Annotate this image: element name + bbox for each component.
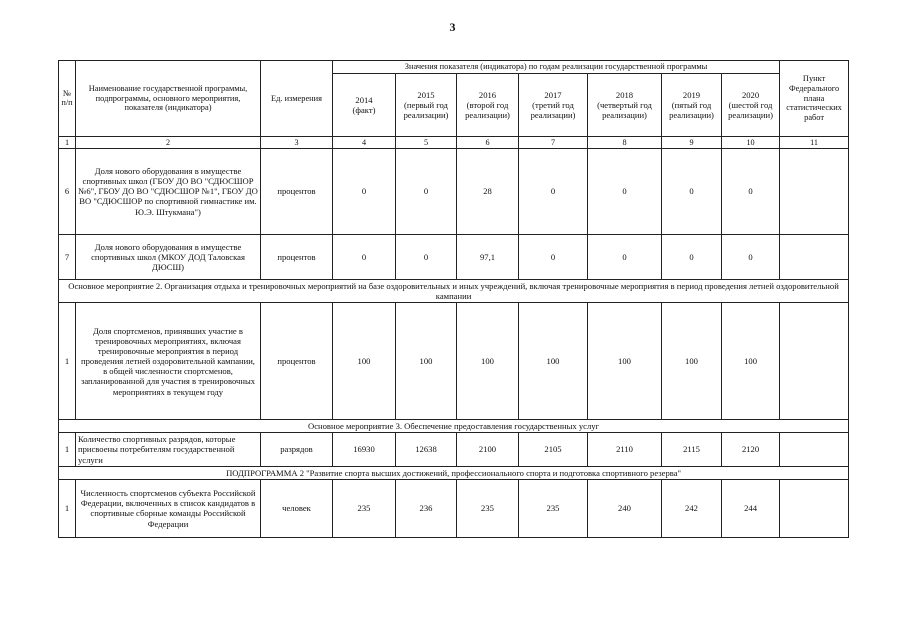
header-year-2014 [333, 73, 396, 136]
header-year-note: (второй год реализации) [465, 99, 510, 120]
header-year-label: 2014 [355, 94, 373, 105]
header-year-note: (пятый год реализации) [669, 99, 714, 120]
header-year-2017 [519, 73, 588, 136]
indicators-table [58, 60, 849, 538]
header-year-label: 2017 [544, 89, 562, 100]
header-name: Наименование государственной программы, подпрограммы, основного мероприятия, показателя (индикатора) [76, 61, 261, 137]
header-year-2015 [396, 73, 457, 136]
header-year-label: 2018 [615, 89, 634, 100]
value-cell: 100 [662, 303, 722, 420]
value-cell: 2105 [519, 433, 588, 466]
value-cell: 12638 [396, 433, 457, 466]
column-number-row [59, 136, 849, 148]
column-number: 7 [519, 136, 588, 148]
value-cell: 235 [457, 479, 519, 537]
value-cell: 236 [396, 479, 457, 537]
header-year-label: 2016 [478, 89, 497, 100]
value-cell: 100 [396, 303, 457, 420]
column-number: 4 [333, 136, 396, 148]
page-number: 3 [449, 20, 456, 34]
value-cell: 0 [396, 148, 457, 234]
value-cell: 16930 [333, 433, 396, 466]
header-year-label: 2015 [417, 89, 435, 100]
value-cell: 2115 [662, 433, 722, 466]
value-cell: 100 [457, 303, 519, 420]
header-year-2016 [457, 73, 519, 136]
value-cell: 2100 [457, 433, 519, 466]
plan-cell [780, 234, 849, 279]
value-cell: 2120 [722, 433, 780, 466]
header-year-2018 [588, 73, 662, 136]
column-number: 3 [261, 136, 333, 148]
value-cell: 0 [519, 148, 588, 234]
header-year-2020 [722, 73, 780, 136]
value-cell: 100 [722, 303, 780, 420]
table-row [59, 479, 849, 537]
value-cell: 0 [722, 234, 780, 279]
unit-cell: процентов [261, 303, 333, 420]
header-year-note: (первый год реализации) [403, 99, 449, 120]
header-year-note: (шестой год реализации) [728, 99, 773, 120]
unit-cell: разрядов [261, 433, 333, 466]
value-cell: 235 [333, 479, 396, 537]
table-row [59, 433, 849, 466]
indicator-name: Количество спортивных разрядов, которые присвоены потребителям государственной услуги [76, 433, 261, 466]
column-number: 8 [588, 136, 662, 148]
value-cell: 100 [333, 303, 396, 420]
section-row [59, 279, 849, 302]
value-cell: 0 [333, 234, 396, 279]
column-number: 5 [396, 136, 457, 148]
value-cell: 244 [722, 479, 780, 537]
header-year-note: (четвертый год реализации) [597, 99, 652, 120]
plan-cell [780, 479, 849, 537]
header-year-note: (факт) [352, 104, 376, 115]
value-cell: 0 [662, 234, 722, 279]
column-number: 2 [76, 136, 261, 148]
value-cell: 100 [519, 303, 588, 420]
value-cell: 28 [457, 148, 519, 234]
row-number: 1 [59, 303, 76, 420]
section-title: Основное мероприятие 3. Обеспечение предоставления государственных услуг [59, 420, 849, 433]
table-body [59, 148, 849, 537]
indicator-name: Численность спортсменов субъекта Российской Федерации, включенных в список кандидатов в спортивные сборные команды Российской Федерации [76, 479, 261, 537]
row-number: 1 [59, 479, 76, 537]
column-number: 9 [662, 136, 722, 148]
header-num: № п/п [59, 61, 76, 137]
header-year-2019 [662, 73, 722, 136]
unit-cell: человек [261, 479, 333, 537]
value-cell: 0 [333, 148, 396, 234]
value-cell: 0 [662, 148, 722, 234]
table-row [59, 303, 849, 420]
plan-cell [780, 148, 849, 234]
row-number: 6 [59, 148, 76, 234]
value-cell: 100 [588, 303, 662, 420]
plan-cell [780, 433, 849, 466]
column-number: 6 [457, 136, 519, 148]
table-row [59, 148, 849, 234]
column-number: 11 [780, 136, 849, 148]
unit-cell: процентов [261, 234, 333, 279]
unit-cell: процентов [261, 148, 333, 234]
section-row [59, 466, 849, 479]
indicator-name: Доля спортсменов, принявших участие в тренировочных мероприятиях, включая тренировочные мероприятия в период проведения летней оздоровительной кампании, в общей численности спортсменов, запланированной для участия в тренировочных мероприятиях в текущем году [76, 303, 261, 420]
value-cell: 240 [588, 479, 662, 537]
header-year-label: 2019 [682, 89, 701, 100]
row-number: 1 [59, 433, 76, 466]
column-number: 10 [722, 136, 780, 148]
plan-cell [780, 303, 849, 420]
header-year-note: (третий год реализации) [530, 99, 576, 120]
value-cell: 242 [662, 479, 722, 537]
value-cell: 0 [396, 234, 457, 279]
table-row [59, 234, 849, 279]
column-number: 1 [59, 136, 76, 148]
header-unit: Ед. измерения [261, 61, 333, 137]
value-cell: 235 [519, 479, 588, 537]
indicator-name: Доля нового оборудования в имуществе спортивных школ (МКОУ ДОД Таловская ДЮСШ) [76, 234, 261, 279]
value-cell: 0 [588, 234, 662, 279]
section-row [59, 420, 849, 433]
header-plan: Пункт Федерального плана статистических работ [780, 61, 849, 137]
value-cell: 2110 [588, 433, 662, 466]
header-values-group: Значения показателя (индикатора) по годам реализации государственной программы [333, 61, 780, 74]
section-title: Основное мероприятие 2. Организация отдыха и тренировочных мероприятий на базе оздоровительных и иных учреждений, включая тренировочные мероприятия в период проведения летней оздоровительной кампании [59, 279, 849, 302]
header-year-label: 2020 [741, 89, 760, 100]
value-cell: 0 [519, 234, 588, 279]
section-title: ПОДПРОГРАММА 2 "Развитие спорта высших достижений, профессионального спорта и подготовка спортивного резерва" [59, 466, 849, 479]
value-cell: 0 [722, 148, 780, 234]
indicator-name: Доля нового оборудования в имуществе спортивных школ (ГБОУ ДО ВО "СДЮСШОР №6", ГБОУ ДО ВО "СДЮСШОР №1", ГБОУ ДО ВО "СДЮСШОР по спортивной гимнастике им. Ю.Э. Штукмана") [76, 148, 261, 234]
value-cell: 97,1 [457, 234, 519, 279]
value-cell: 0 [588, 148, 662, 234]
row-number: 7 [59, 234, 76, 279]
